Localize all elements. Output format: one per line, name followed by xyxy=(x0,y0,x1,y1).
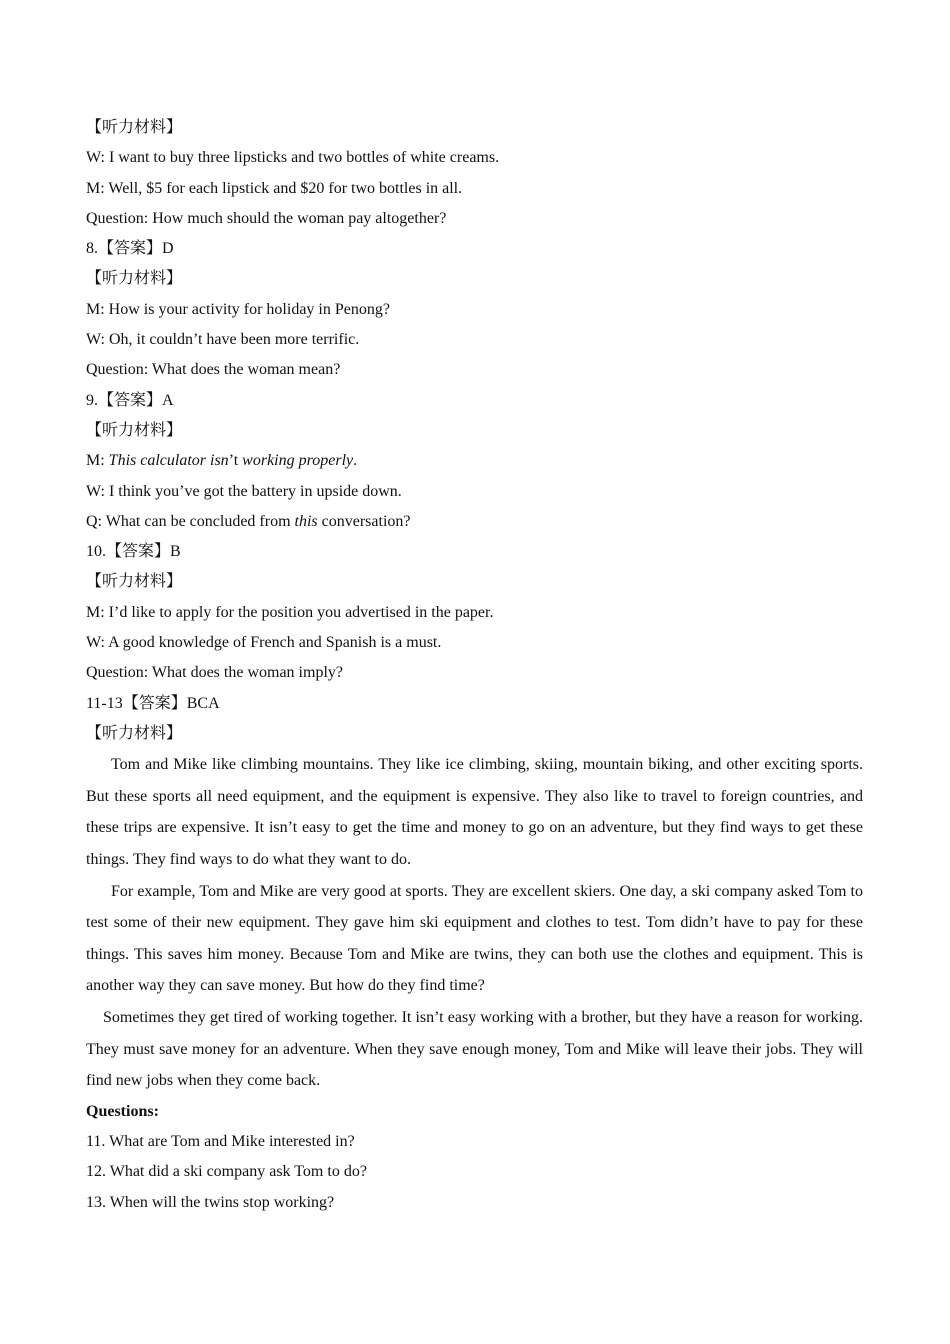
question-line: Question: What does the woman imply? xyxy=(86,664,343,682)
passage-paragraph: Sometimes they get tired of working together. It isn’t easy working with a brother, but they have a reason for working. They must save money for an adventure. When they save enough money, Tom and Mike will leave their jobs. They will find new jobs when they come back. xyxy=(86,1008,863,1090)
italic-text: working properly xyxy=(242,452,354,470)
listening-material-header: 【听力材料】 xyxy=(86,421,183,439)
question-line: Question: What does the woman mean? xyxy=(86,361,341,379)
plain-text: . xyxy=(353,452,358,470)
listening-material-header: 【听力材料】 xyxy=(86,724,183,742)
dialogue-line: W: I think you’ve got the battery in upside down. xyxy=(86,482,402,500)
plain-text: Q: What can be concluded from xyxy=(86,512,295,530)
italic-text: this xyxy=(294,512,318,530)
answer-line: 11-13【答案】BCA xyxy=(86,694,220,712)
question-line: Question: How much should the woman pay altogether? xyxy=(86,209,447,227)
listening-material-header: 【听力材料】 xyxy=(86,270,183,288)
question-item: 13. When will the twins stop working? xyxy=(86,1193,335,1211)
dialogue-line: W: I want to buy three lipsticks and two bottles of white creams. xyxy=(86,149,500,167)
italic-text: This calculator isn xyxy=(108,452,229,470)
question-item: 11. What are Tom and Mike interested in? xyxy=(86,1133,355,1151)
dialogue-line: M: I’d like to apply for the position you advertised in the paper. xyxy=(86,603,494,621)
plain-text: conversation? xyxy=(317,512,411,530)
answer-line: 10.【答案】B xyxy=(86,543,181,561)
question-item: 12. What did a ski company ask Tom to do? xyxy=(86,1163,367,1181)
dialogue-line: M: How is your activity for holiday in Penong? xyxy=(86,300,390,318)
speaker-prefix: M: xyxy=(86,452,109,470)
dialogue-line xyxy=(86,446,863,476)
listening-material-header: 【听力材料】 xyxy=(86,119,183,136)
question-line xyxy=(86,507,863,537)
passage-paragraph: Tom and Mike like climbing mountains. They like ice climbing, skiing, mountain biking, and other exciting sports. But these sports all need equipment, and the equipment is expensive. They also like to travel to foreign countries, and these trips are expensive. It isn’t easy to get the time and money to go on an adventure, but they find ways to get these things. They find ways to do what they want to do. xyxy=(86,756,863,869)
document-page xyxy=(86,113,863,1218)
answer-line: 8.【答案】D xyxy=(86,240,174,258)
dialogue-line: W: Oh, it couldn’t have been more terrific. xyxy=(86,331,360,349)
answer-line: 9.【答案】A xyxy=(86,391,174,409)
listening-material-header: 【听力材料】 xyxy=(86,573,183,591)
dialogue-line: W: A good knowledge of French and Spanish is a must. xyxy=(86,634,442,652)
plain-text: ’t xyxy=(228,452,243,470)
dialogue-line: M: Well, $5 for each lipstick and $20 for two bottles in all. xyxy=(86,179,463,197)
questions-heading: Questions: xyxy=(86,1102,159,1120)
passage-paragraph: For example, Tom and Mike are very good at sports. They are excellent skiers. One day, a ski company asked Tom to test some of their new equipment. They gave him ski equipment and clothes to test. Tom didn’t have to pay for these things. This saves him money. Because Tom and Mike are twins, they can both use the clothes and equipment. This is another way they can save money. But how do they find time? xyxy=(86,882,863,995)
